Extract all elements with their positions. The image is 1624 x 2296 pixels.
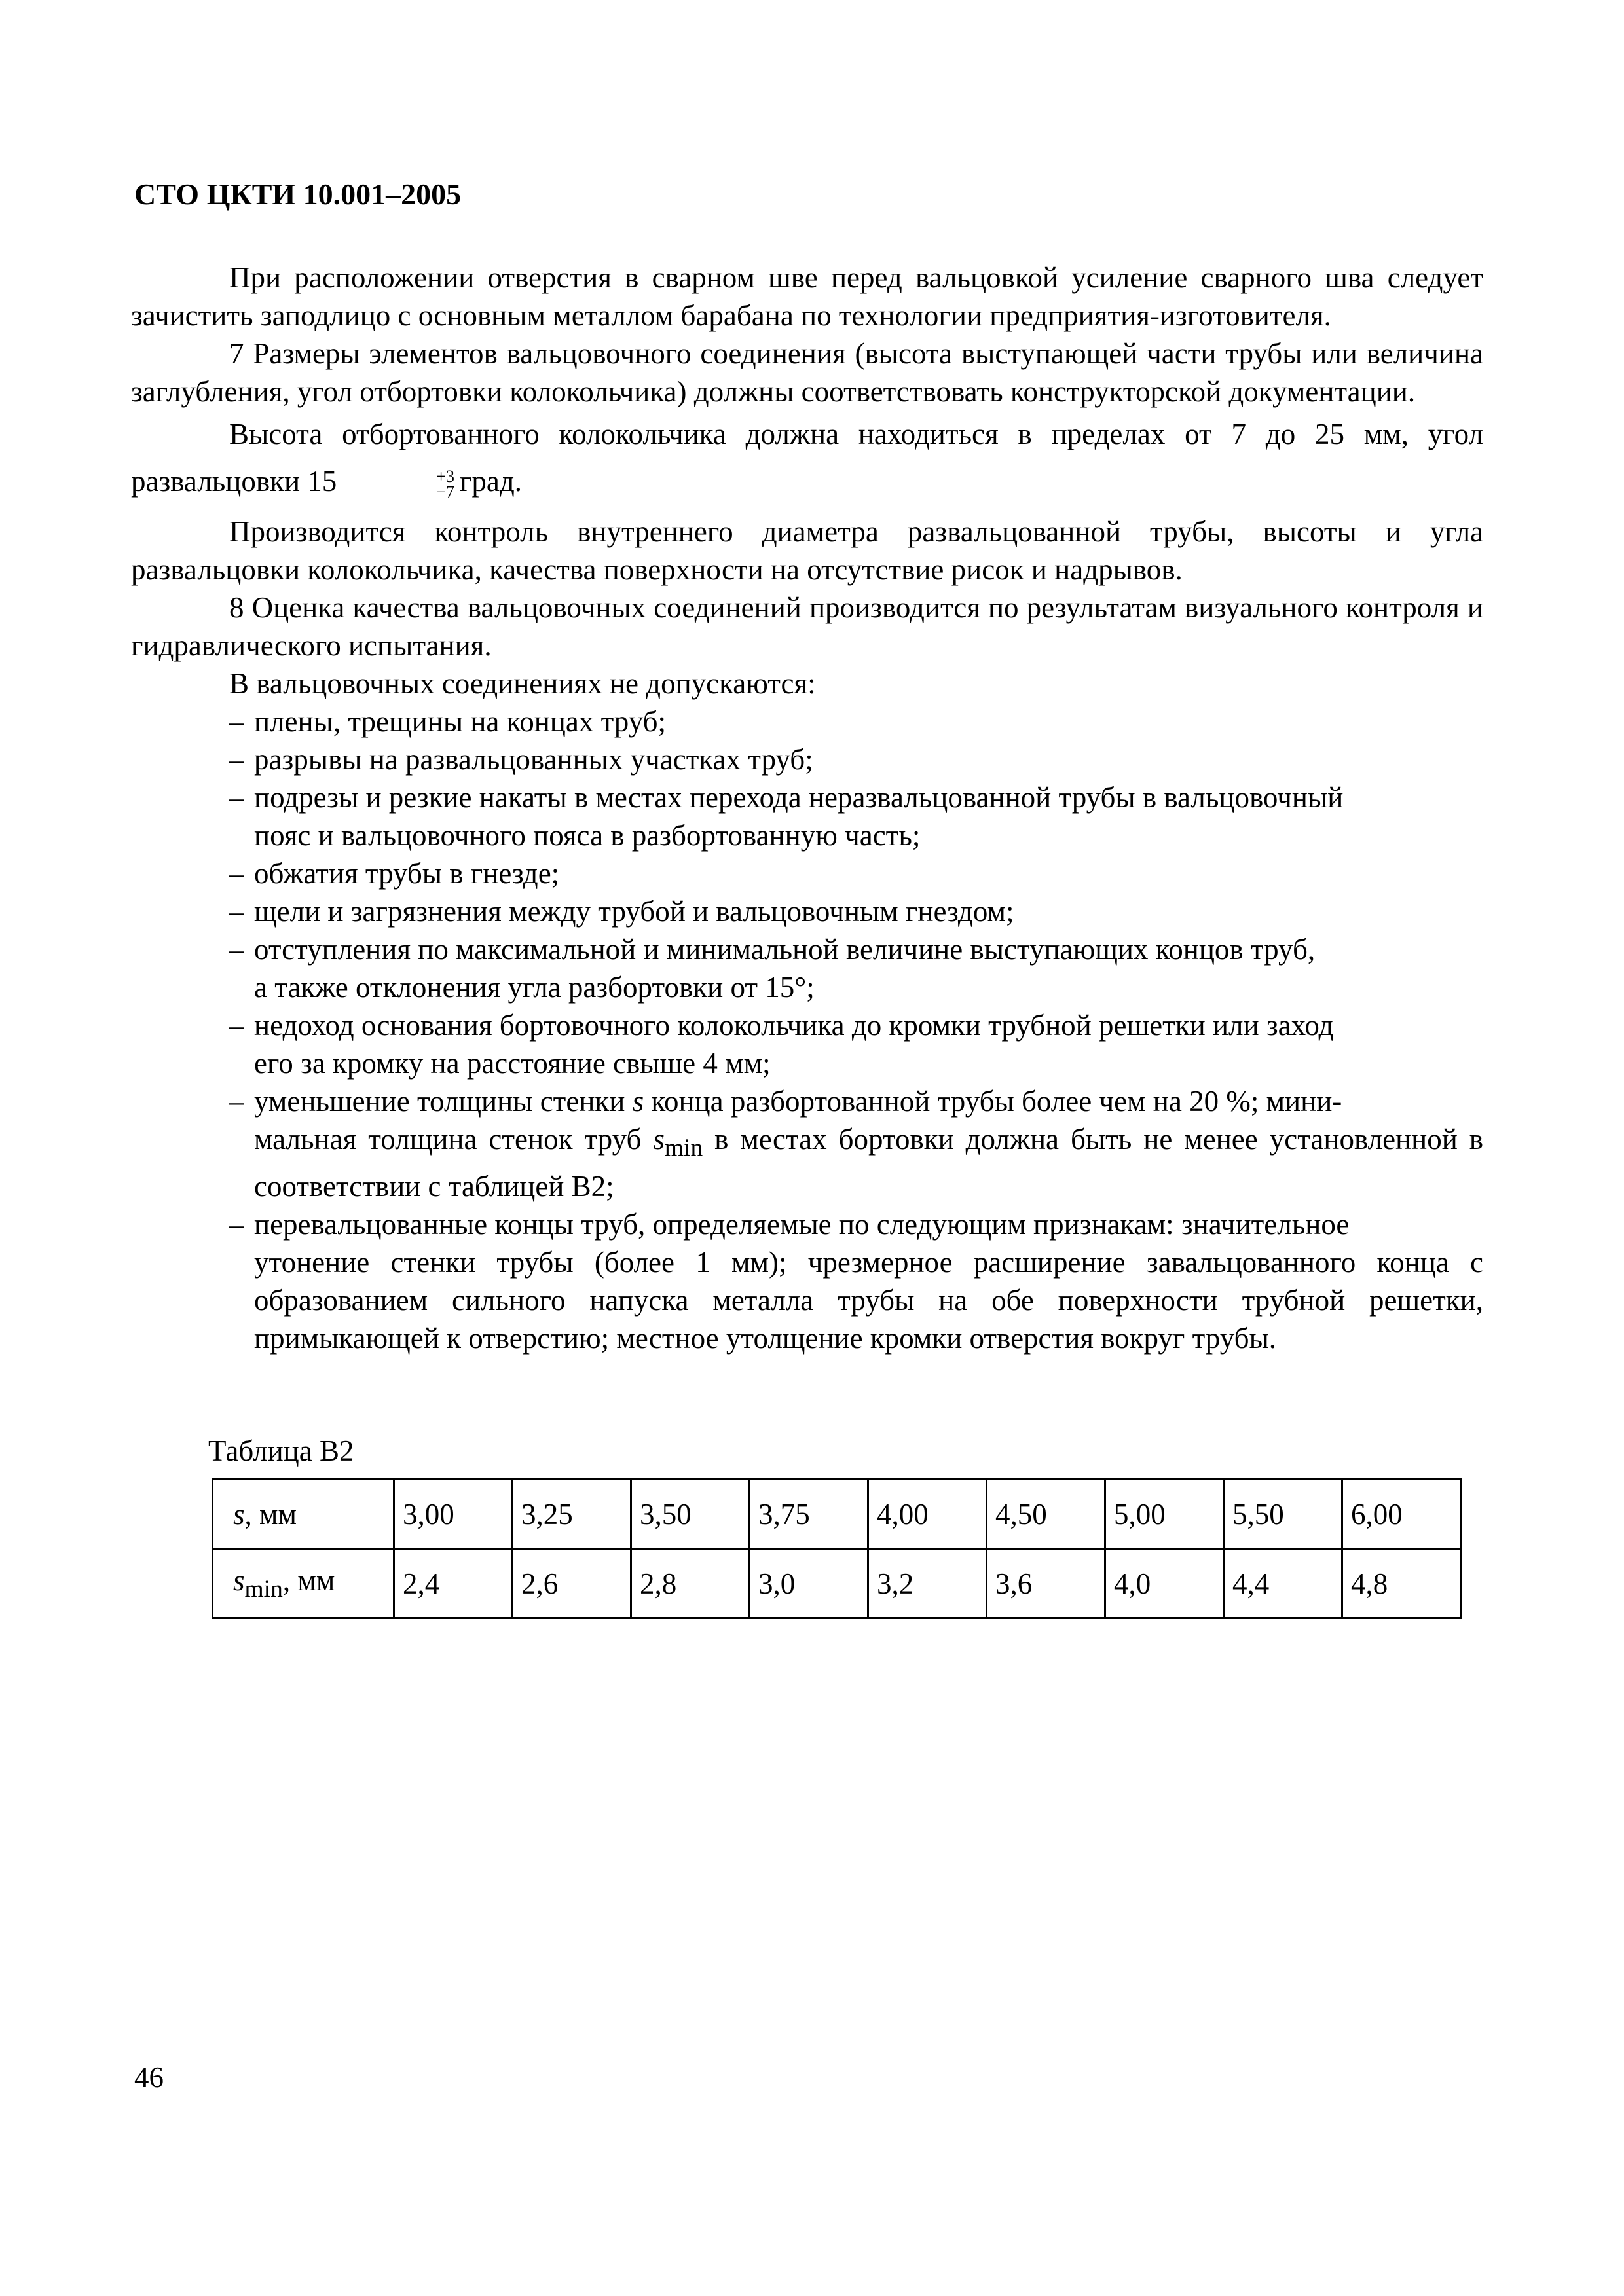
list-item <box>229 854 1483 892</box>
body-text <box>131 259 1483 1357</box>
table-row-smin <box>213 1549 1461 1618</box>
cell-smin: 3,6 <box>987 1549 1105 1618</box>
wall-thickness-table <box>212 1478 1462 1619</box>
tolerance-upper: +3 <box>436 466 454 486</box>
list-dash: – <box>229 933 244 966</box>
list-item-text: уменьшение толщины стенки <box>254 1085 625 1118</box>
unit-label: , мм <box>244 1497 297 1531</box>
list-dash: – <box>229 1009 244 1042</box>
list-item-text: недоход основания бортовочного колокольчика до кромки трубной решетки или заход <box>254 1009 1334 1042</box>
list-dash: – <box>229 1208 244 1241</box>
cell-smin: 4,0 <box>1105 1549 1224 1618</box>
page-number: 46 <box>134 2061 164 2094</box>
list-item-text: перевальцованные концы труб, определяемые по следующим признакам: значительное <box>254 1208 1350 1241</box>
list-dash: – <box>229 705 244 738</box>
variable-smin-subscript: min <box>664 1135 703 1161</box>
cell-smin: 2,6 <box>513 1549 631 1618</box>
row-label-smin <box>213 1549 394 1618</box>
tolerance-lower: −7 <box>436 482 454 501</box>
paragraph-bell-height <box>131 410 1483 505</box>
list-item-text: мальная толщина стенок труб <box>254 1123 642 1156</box>
list-item <box>229 892 1483 930</box>
subscript-min: min <box>244 1576 283 1603</box>
list-item <box>229 930 1483 1006</box>
cell-s: 4,00 <box>868 1480 987 1549</box>
angle-unit: град. <box>459 465 523 498</box>
bell-height-text: Высота отбортованного колокольчика должна находиться в пределах от 7 до 25 мм, угол развальцовки 15 <box>131 418 1483 498</box>
variable-s: s <box>233 1497 245 1531</box>
cell-s: 5,00 <box>1105 1480 1224 1549</box>
list-item-text: плены, трещины на концах труб; <box>254 705 667 738</box>
list-item <box>229 1082 1483 1205</box>
cell-s: 3,50 <box>631 1480 750 1549</box>
defects-list <box>131 702 1483 1357</box>
paragraph-weld-hole: При расположении отверстия в сварном шве перед вальцовкой усиление сварного шва следует зачистить заподлицо с основным металлом барабана по технологии предприятия-изготовителя. <box>131 261 1483 332</box>
cell-smin: 3,2 <box>868 1549 987 1618</box>
variable-s: s <box>632 1085 644 1118</box>
angle-tolerance <box>338 466 454 501</box>
cell-smin: 4,8 <box>1342 1549 1461 1618</box>
cell-smin: 4,4 <box>1224 1549 1342 1618</box>
list-dash: – <box>229 781 244 814</box>
list-item-continuation: утонение стенки трубы (более 1 мм); чрезмерное расширение завальцованного конца с образованием сильного напуска металла трубы на обе поверхности трубной решетки, примыкающей к отверстию; местное утолщение кромки отверстия вокруг трубы. <box>254 1246 1483 1355</box>
list-item-continuation: а также отклонения угла разбортовки от 15°; <box>254 971 815 1004</box>
cell-s: 4,50 <box>987 1480 1105 1549</box>
list-dash: – <box>229 857 244 890</box>
unit-label: , мм <box>282 1564 335 1597</box>
cell-s: 3,25 <box>513 1480 631 1549</box>
paragraph-control: Производится контроль внутреннего диаметра развальцованной трубы, высоты и угла развальцовки колокольчика, качества поверхности на отсутствие рисок и надрывов. <box>131 515 1483 586</box>
list-item-text: обжатия трубы в гнезде; <box>254 857 560 890</box>
cell-s: 3,75 <box>750 1480 868 1549</box>
list-item-text: конца разбортованной трубы более чем на 20 %; мини- <box>651 1085 1342 1118</box>
row-label-s <box>213 1480 394 1549</box>
list-item-text: в местах бортовки должна быть не менее установленной в соответствии с таблицей В2; <box>254 1123 1484 1203</box>
table-caption: Таблица В2 <box>208 1434 354 1467</box>
cell-s: 6,00 <box>1342 1480 1461 1549</box>
list-item <box>229 1006 1483 1082</box>
list-item-continuation <box>229 1120 1483 1205</box>
list-item-text: щели и загрязнения между трубой и вальцовочным гнездом; <box>254 895 1014 928</box>
list-item-continuation: его за кромку на расстояние свыше 4 мм; <box>254 1047 771 1080</box>
cell-smin: 2,4 <box>394 1549 513 1618</box>
paragraph-dimensions: 7 Размеры элементов вальцовочного соединения (высота выступающей части трубы или величина заглубления, угол отбортовки колокольчика) должны соответствовать конструкторской документации. <box>131 337 1483 408</box>
cell-smin: 3,0 <box>750 1549 868 1618</box>
cell-smin: 2,8 <box>631 1549 750 1618</box>
list-item-continuation: пояс и вальцовочного пояса в разбортованную часть; <box>254 819 921 852</box>
list-item <box>229 702 1483 740</box>
list-item <box>229 740 1483 778</box>
paragraph-quality-assessment: 8 Оценка качества вальцовочных соединений производится по результатам визуального контроля и гидравлического испытания. <box>131 591 1483 662</box>
list-item-text: отступления по максимальной и минимальной величине выступающих концов труб, <box>254 933 1316 966</box>
variable-s: s <box>233 1564 245 1597</box>
paragraph-not-allowed: В вальцовочных соединениях не допускаются: <box>229 667 816 700</box>
list-item-text: разрывы на развальцованных участках труб; <box>254 743 813 776</box>
list-dash: – <box>229 895 244 928</box>
variable-smin: s <box>653 1123 665 1156</box>
cell-s: 5,50 <box>1224 1480 1342 1549</box>
document-code: СТО ЦКТИ 10.001–2005 <box>134 177 462 211</box>
list-dash: – <box>229 1085 244 1118</box>
list-item <box>229 778 1483 854</box>
list-item-text: подрезы и резкие накаты в местах перехода неразвальцованной трубы в вальцовочный <box>254 781 1344 814</box>
cell-s: 3,00 <box>394 1480 513 1549</box>
list-dash: – <box>229 743 244 776</box>
table-row-s <box>213 1480 1461 1549</box>
list-item <box>229 1205 1483 1357</box>
